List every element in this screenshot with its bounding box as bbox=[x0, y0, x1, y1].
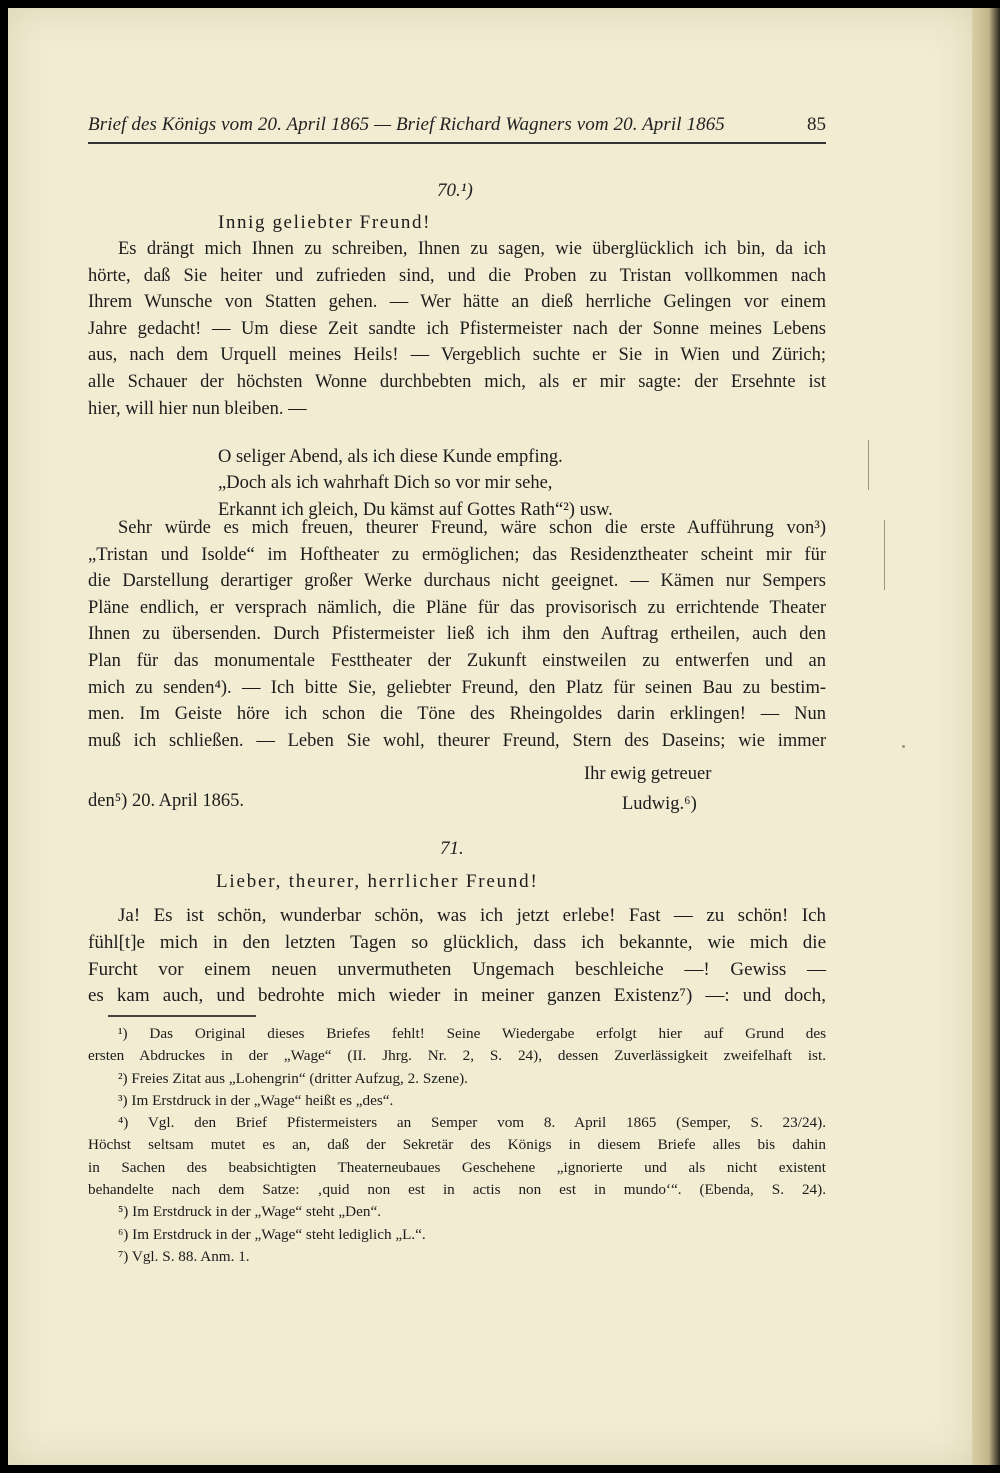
footnote-line: ersten Abdruckes in der „Wage“ (II. Jhrg. Nr. 2, S. 24), dessen Zuverlässigkeit zweifelhaft ist. bbox=[88, 1047, 826, 1065]
letter-71-salutation: Lieber, theurer, herrlicher Freund! bbox=[216, 871, 539, 892]
text-line: Ihnen zu übersenden. Durch Pfistermeister ließ ich ihm den Auftrag ertheilen, auch den bbox=[88, 624, 826, 645]
text-line: Furcht vor einem neuen unvermutheten Ungemach beschleiche —! Gewiss — bbox=[88, 958, 826, 980]
text-line: es kam auch, und bedrohte mich wieder in meiner ganzen Existenz⁷) —: und doch, bbox=[88, 985, 826, 1007]
footnote-rule bbox=[108, 1015, 256, 1017]
header-rule bbox=[88, 142, 826, 144]
footnote-line: ⁵) Im Erstdruck in der „Wage“ steht „Den“. bbox=[118, 1203, 381, 1221]
footnote-line: ⁶) Im Erstdruck in der „Wage“ steht lediglich „L.“. bbox=[118, 1225, 426, 1243]
text-line: Ihrem Wunsche von Statten gehen. — Wer hätte an dieß herrliche Gelingen vor einem bbox=[88, 292, 826, 313]
page-edge bbox=[972, 8, 1000, 1465]
text-line: „Tristan und Isolde“ im Hoftheater zu ermöglichen; das Residenztheater scheint mir für bbox=[88, 544, 826, 565]
footnote-line: ⁷) Vgl. S. 88. Anm. 1. bbox=[118, 1247, 250, 1265]
footnote-line: ²) Freies Zitat aus „Lohengrin“ (dritter Aufzug, 2. Szene). bbox=[118, 1069, 468, 1087]
text-line: fühl[t]e mich in den letzten Tagen so glücklich, dass ich bekannte, wie mich die bbox=[88, 931, 826, 953]
text-line: aus, nach dem Urquell meines Heils! — Vergeblich suchte er Sie in Wien und Zürich; bbox=[88, 345, 826, 366]
text-line: hier, will hier nun bleiben. — bbox=[88, 398, 307, 419]
text-line: Es drängt mich Ihnen zu schreiben, Ihnen zu sagen, wie überglücklich ich bin, da ich bbox=[118, 239, 826, 259]
letter-70-signature: Ludwig.⁶) bbox=[622, 794, 697, 814]
margin-dot-mark bbox=[902, 745, 905, 748]
letter-70-closing: Ihr ewig getreuer bbox=[584, 764, 712, 784]
letter-70-date: den⁵) 20. April 1865. bbox=[88, 791, 244, 811]
text-line: Ja! Es ist schön, wunderbar schön, was ich jetzt erlebe! Fast — zu schön! Ich bbox=[118, 905, 826, 926]
text-line: muß ich schließen. — Leben Sie wohl, theurer Freund, Stern des Daseins; wie immer bbox=[88, 730, 826, 751]
text-line: alle Schauer der höchsten Wonne durchbebten mich, als er mir sagte: der Ersehnte ist bbox=[88, 371, 826, 392]
letter-71-number: 71. bbox=[440, 838, 464, 859]
text-line: Jahre gedacht! — Um diese Zeit sandte ich Pfistermeister nach der Sonne meines Lebens bbox=[88, 318, 826, 339]
letter-71-paragraph bbox=[88, 903, 826, 1010]
lohengrin-quote bbox=[218, 444, 613, 523]
text-line: Pläne endlich, er versprach nämlich, die Pläne für das provisorisch zu errichtende Theater bbox=[88, 597, 826, 618]
letter-70-paragraph-2 bbox=[88, 515, 826, 754]
quote-line: O seliger Abend, als ich diese Kunde empfing. bbox=[218, 447, 563, 467]
letter-70-number: 70.¹) bbox=[437, 180, 473, 201]
text-line: hörte, daß Sie heiter und zufrieden sind, und die Proben zu Tristan vollkommen nach bbox=[88, 265, 826, 286]
footnote-line: ⁴) Vgl. den Brief Pfistermeisters an Semper vom 8. April 1865 (Semper, S. 23/24). bbox=[118, 1114, 826, 1132]
footnote-line: in Sachen des beabsichtigten Theaterneubaues Geschehene „ignorierte und als nicht existent bbox=[88, 1158, 826, 1176]
footnotes bbox=[88, 1023, 826, 1268]
letter-70-salutation: Innig geliebter Freund! bbox=[218, 212, 432, 233]
text-line: Plan für das monumentale Festtheater der Zukunft einstweilen zu entwerfen und an bbox=[88, 650, 826, 671]
margin-pencil-mark bbox=[884, 520, 885, 590]
page-number: 85 bbox=[807, 114, 826, 135]
text-line: die Darstellung derartiger großer Werke durchaus nicht geeignet. — Kämen nur Sempers bbox=[88, 571, 826, 592]
footnote-line: Höchst seltsam mutet es an, daß der Sekretär des Königs in diesem Briefe alles bis dahin bbox=[88, 1136, 826, 1154]
letter-70-paragraph-1 bbox=[88, 236, 826, 422]
quote-line: Erkannt ich gleich, Du kämst auf Gottes Rath“²) usw. bbox=[218, 499, 613, 520]
footnote-line: behandelte nach dem Satze: ‚quid non est in actis non est in mundo‘“. (Ebenda, S. 24). bbox=[88, 1181, 826, 1199]
text-line: mich zu senden⁴). — Ich bitte Sie, geliebter Freund, den Platz für seinen Bau zu bestim- bbox=[88, 677, 826, 698]
margin-pencil-mark bbox=[868, 440, 869, 490]
text-line: Sehr würde es mich freuen, theurer Freund, wäre schon die erste Aufführung von³) bbox=[118, 518, 826, 538]
footnote-line: ³) Im Erstdruck in der „Wage“ heißt es „des“. bbox=[118, 1091, 394, 1109]
text-line: men. Im Geiste höre ich schon die Töne des Rheingoldes darin erklingen! — Nun bbox=[88, 704, 826, 725]
header-title: Brief des Königs vom 20. April 1865 — Brief Richard Wagners vom 20. April 1865 bbox=[88, 114, 725, 135]
quote-line: „Doch als ich wahrhaft Dich so vor mir sehe, bbox=[218, 473, 553, 494]
footnote-line: ¹) Das Original dieses Briefes fehlt! Seine Wiedergabe erfolgt hier auf Grund des bbox=[118, 1025, 826, 1042]
